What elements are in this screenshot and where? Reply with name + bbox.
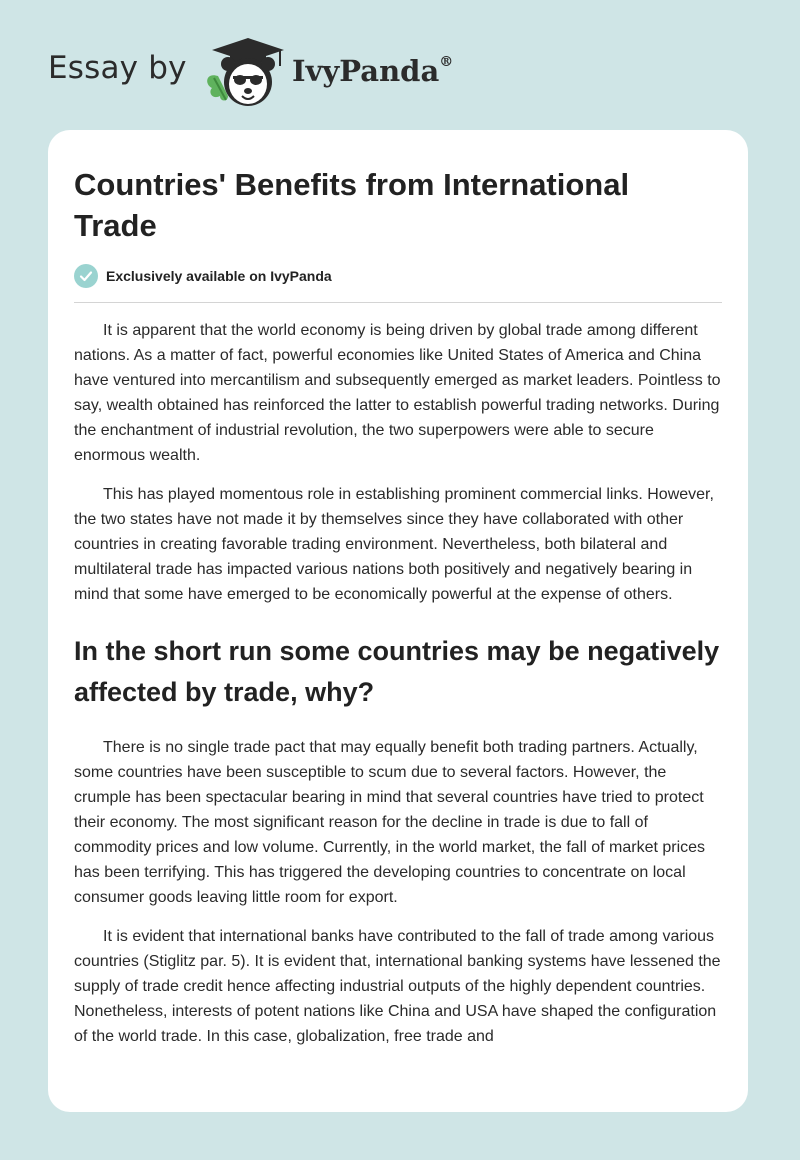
- essay-by-label: Essay by: [48, 50, 187, 86]
- badge-text: Exclusively available on IvyPanda: [106, 268, 332, 284]
- site-header: [0, 0, 800, 130]
- panda-logo-icon[interactable]: [200, 36, 290, 110]
- essay-card: [48, 130, 748, 1112]
- paragraph: It is apparent that the world economy is being driven by global trade among different nations. As a matter of fact, powerful economies like United States of America and China have ventured into mercantilism and subsequently emerged as market leaders. Pointless to say, wealth obtained has reinforced the latter to establish powerful trading networks. During the enchantment of industrial revolution, the two superpowers were able to secure enormous wealth.: [74, 322, 721, 464]
- paragraph: This has played momentous role in establishing prominent commercial links. However, the two states have not made it by themselves since they have collaborated with other countries in creating favorable trading environment. Nevertheless, both bilateral and multilateral trade has impacted various nations both positively and negatively bearing in mind that some have emerged to be economically powerful at the expense of others.: [74, 486, 714, 603]
- paragraph: It is evident that international banks have contributed to the fall of trade among various countries (Stiglitz par. 5). It is evident that, international banking systems have lessened the supply of trade credit hence affecting industrial outputs of the highly dependent countries. Nonetheless, interests of potent nations like China and USA have shaped the configuration of the world trade. In this case, globalization, free trade and: [74, 928, 721, 1045]
- page-title: Countries' Benefits from International Trade: [74, 167, 630, 243]
- divider: [74, 302, 722, 303]
- brand-name[interactable]: [292, 54, 453, 88]
- exclusive-badge: [74, 264, 332, 288]
- check-icon: [74, 264, 98, 288]
- paragraph: There is no single trade pact that may equally benefit both trading partners. Actually, some countries have been susceptible to scum due to several factors. However, the crumple has been spectacular bearing in mind that several countries have tried to protect their economy. The most significant reason for the decline in trade is due to fall of commodity prices and low volume. Currently, in the world market, the fall of market prices has been terrifying. This has triggered the developing countries to concentrate on local consumer goods leaving little room for export.: [74, 739, 706, 906]
- essay-body: [74, 318, 722, 1063]
- registered-mark: ®: [439, 54, 454, 71]
- section-heading: In the short run some countries may be negatively affected by trade, why?: [74, 636, 720, 707]
- brand-text: IvyPanda: [292, 54, 440, 88]
